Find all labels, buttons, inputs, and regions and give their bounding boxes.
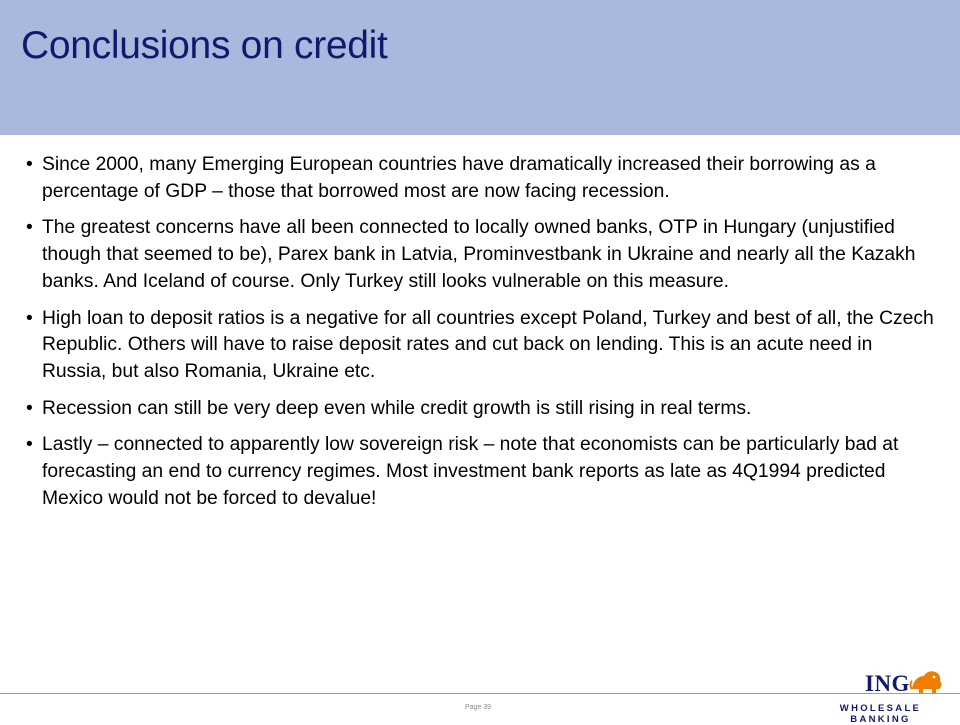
bullet-text: High loan to deposit ratios is a negative for all countries except Poland, Turkey and best of all, the Czech Republic. Others will have to raise deposit rates and cut back on lending. This is an acute need in Russia, but also Romania, Ukraine etc. xyxy=(42,307,934,382)
bullet-item xyxy=(26,215,936,295)
bullet-marker: • xyxy=(26,434,33,456)
bullet-marker: • xyxy=(26,307,33,329)
bullet-marker: • xyxy=(26,217,33,239)
bullet-item xyxy=(26,396,936,423)
bullet-text: Recession can still be very deep even while credit growth is still rising in real terms. xyxy=(42,397,752,419)
bullet-text: Lastly – connected to apparently low sovereign risk – note that economists can be particularly bad at forecasting an end to currency regimes. Most investment bank reports as late as 4Q1994 predicted Mexico would not be forced to devalue! xyxy=(42,434,899,509)
bullet-text: Since 2000, many Emerging European countries have dramatically increased their borrowing as a percentage of GDP – those that borrowed most are now facing recession. xyxy=(42,154,876,202)
bullet-marker: • xyxy=(26,154,33,175)
logo-tagline: WHOLESALE BANKING xyxy=(839,703,922,725)
ing-logo xyxy=(820,667,950,725)
bullet-item xyxy=(26,152,936,205)
page-number: Page 39 xyxy=(465,704,492,711)
bullet-marker: • xyxy=(26,397,33,419)
bullet-text: The greatest concerns have all been connected to locally owned banks, OTP in Hungary (unjustified though that seemed to be), Parex bank in Latvia, Prominvestbank in Ukraine and nearly all the Kazakh banks. And Iceland of course. Only Turkey still looks vulnerable on this measure. xyxy=(42,217,916,292)
slide-title: Conclusions on credit xyxy=(21,24,388,67)
footer-rule xyxy=(0,693,960,694)
bullet-item xyxy=(26,306,936,386)
logo-wordmark: ING xyxy=(865,671,910,696)
bullet-list xyxy=(26,152,936,522)
bullet-item xyxy=(26,432,936,512)
lion-icon xyxy=(909,667,943,695)
